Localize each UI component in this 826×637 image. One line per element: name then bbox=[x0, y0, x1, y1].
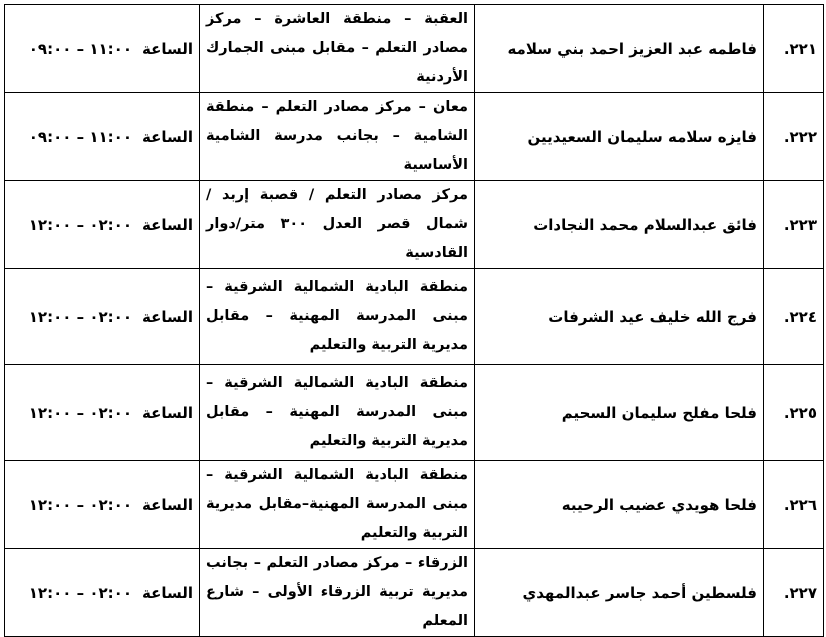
time-range: ٠٢:٠٠ – ١٢:٠٠ bbox=[28, 215, 132, 234]
time-range: ٠٢:٠٠ – ١٢:٠٠ bbox=[28, 495, 132, 514]
person-name: فلسطين أحمد جاسر عبدالمهدي bbox=[475, 549, 764, 637]
row-number: ٢٢٧. bbox=[764, 549, 824, 637]
table-row bbox=[5, 365, 824, 461]
row-number: ٢٢٥. bbox=[764, 365, 824, 461]
time-label: الساعة bbox=[141, 495, 193, 514]
time-range: ٠٢:٠٠ – ١٢:٠٠ bbox=[28, 403, 132, 422]
time-range: ٠٢:٠٠ – ١٢:٠٠ bbox=[28, 583, 132, 602]
location-cell: منطقة البادية الشمالية الشرقية –مبنى المدرسة المهنية–مقابل مديرية التربية والتعليم bbox=[200, 461, 475, 549]
location-cell: منطقة البادية الشمالية الشرقية – مبنى المدرسة المهنية – مقابل مديرية التربية والتعليم bbox=[200, 269, 475, 365]
time-label: الساعة bbox=[141, 127, 193, 146]
table-row bbox=[5, 93, 824, 181]
time-label: الساعة bbox=[141, 39, 193, 58]
time-cell bbox=[5, 269, 200, 365]
person-name: فاطمه عبد العزيز احمد بني سلامه bbox=[475, 5, 764, 93]
table-row bbox=[5, 461, 824, 549]
row-number: ٢٢٢. bbox=[764, 93, 824, 181]
person-name: فرج الله خليف عيد الشرفات bbox=[475, 269, 764, 365]
table-row bbox=[5, 181, 824, 269]
time-cell bbox=[5, 181, 200, 269]
time-label: الساعة bbox=[141, 583, 193, 602]
time-range: ١١:٠٠ – ٠٩:٠٠ bbox=[28, 39, 132, 58]
time-cell bbox=[5, 461, 200, 549]
row-number: ٢٢٤. bbox=[764, 269, 824, 365]
table-row bbox=[5, 549, 824, 637]
person-name: فلحا مفلح سليمان السحيم bbox=[475, 365, 764, 461]
schedule-table bbox=[4, 4, 824, 637]
time-cell bbox=[5, 365, 200, 461]
time-cell bbox=[5, 93, 200, 181]
table-row bbox=[5, 5, 824, 93]
person-name: فائق عبدالسلام محمد النجادات bbox=[475, 181, 764, 269]
time-cell bbox=[5, 549, 200, 637]
location-cell: العقبة – منطقة العاشرة – مركز مصادر التعلم – مقابل مبنى الجمارك الأردنية bbox=[200, 5, 475, 93]
time-range: ١١:٠٠ – ٠٩:٠٠ bbox=[28, 127, 132, 146]
row-number: ٢٢١. bbox=[764, 5, 824, 93]
time-cell bbox=[5, 5, 200, 93]
row-number: ٢٢٦. bbox=[764, 461, 824, 549]
location-cell: منطقة البادية الشمالية الشرقية – مبنى المدرسة المهنية – مقابل مديرية التربية والتعليم bbox=[200, 365, 475, 461]
row-number: ٢٢٣. bbox=[764, 181, 824, 269]
person-name: فايزه سلامه سليمان السعيديين bbox=[475, 93, 764, 181]
time-label: الساعة bbox=[141, 215, 193, 234]
time-range: ٠٢:٠٠ – ١٢:٠٠ bbox=[28, 307, 132, 326]
location-cell: معان – مركز مصادر التعلم – منطقة الشامية – بجانب مدرسة الشامية الأساسية bbox=[200, 93, 475, 181]
location-cell: الزرقاء – مركز مصادر التعلم – بجانب مديرية تربية الزرقاء الأولى – شارع المعلم bbox=[200, 549, 475, 637]
person-name: فلحا هويدي عضيب الرحيبه bbox=[475, 461, 764, 549]
time-label: الساعة bbox=[141, 403, 193, 422]
table-row bbox=[5, 269, 824, 365]
time-label: الساعة bbox=[141, 307, 193, 326]
location-cell: مركز مصادر التعلم / قصبة إربد / شمال قصر العدل ٣٠٠ متر/دوار القادسية bbox=[200, 181, 475, 269]
exam-schedule-sheet bbox=[4, 4, 823, 629]
